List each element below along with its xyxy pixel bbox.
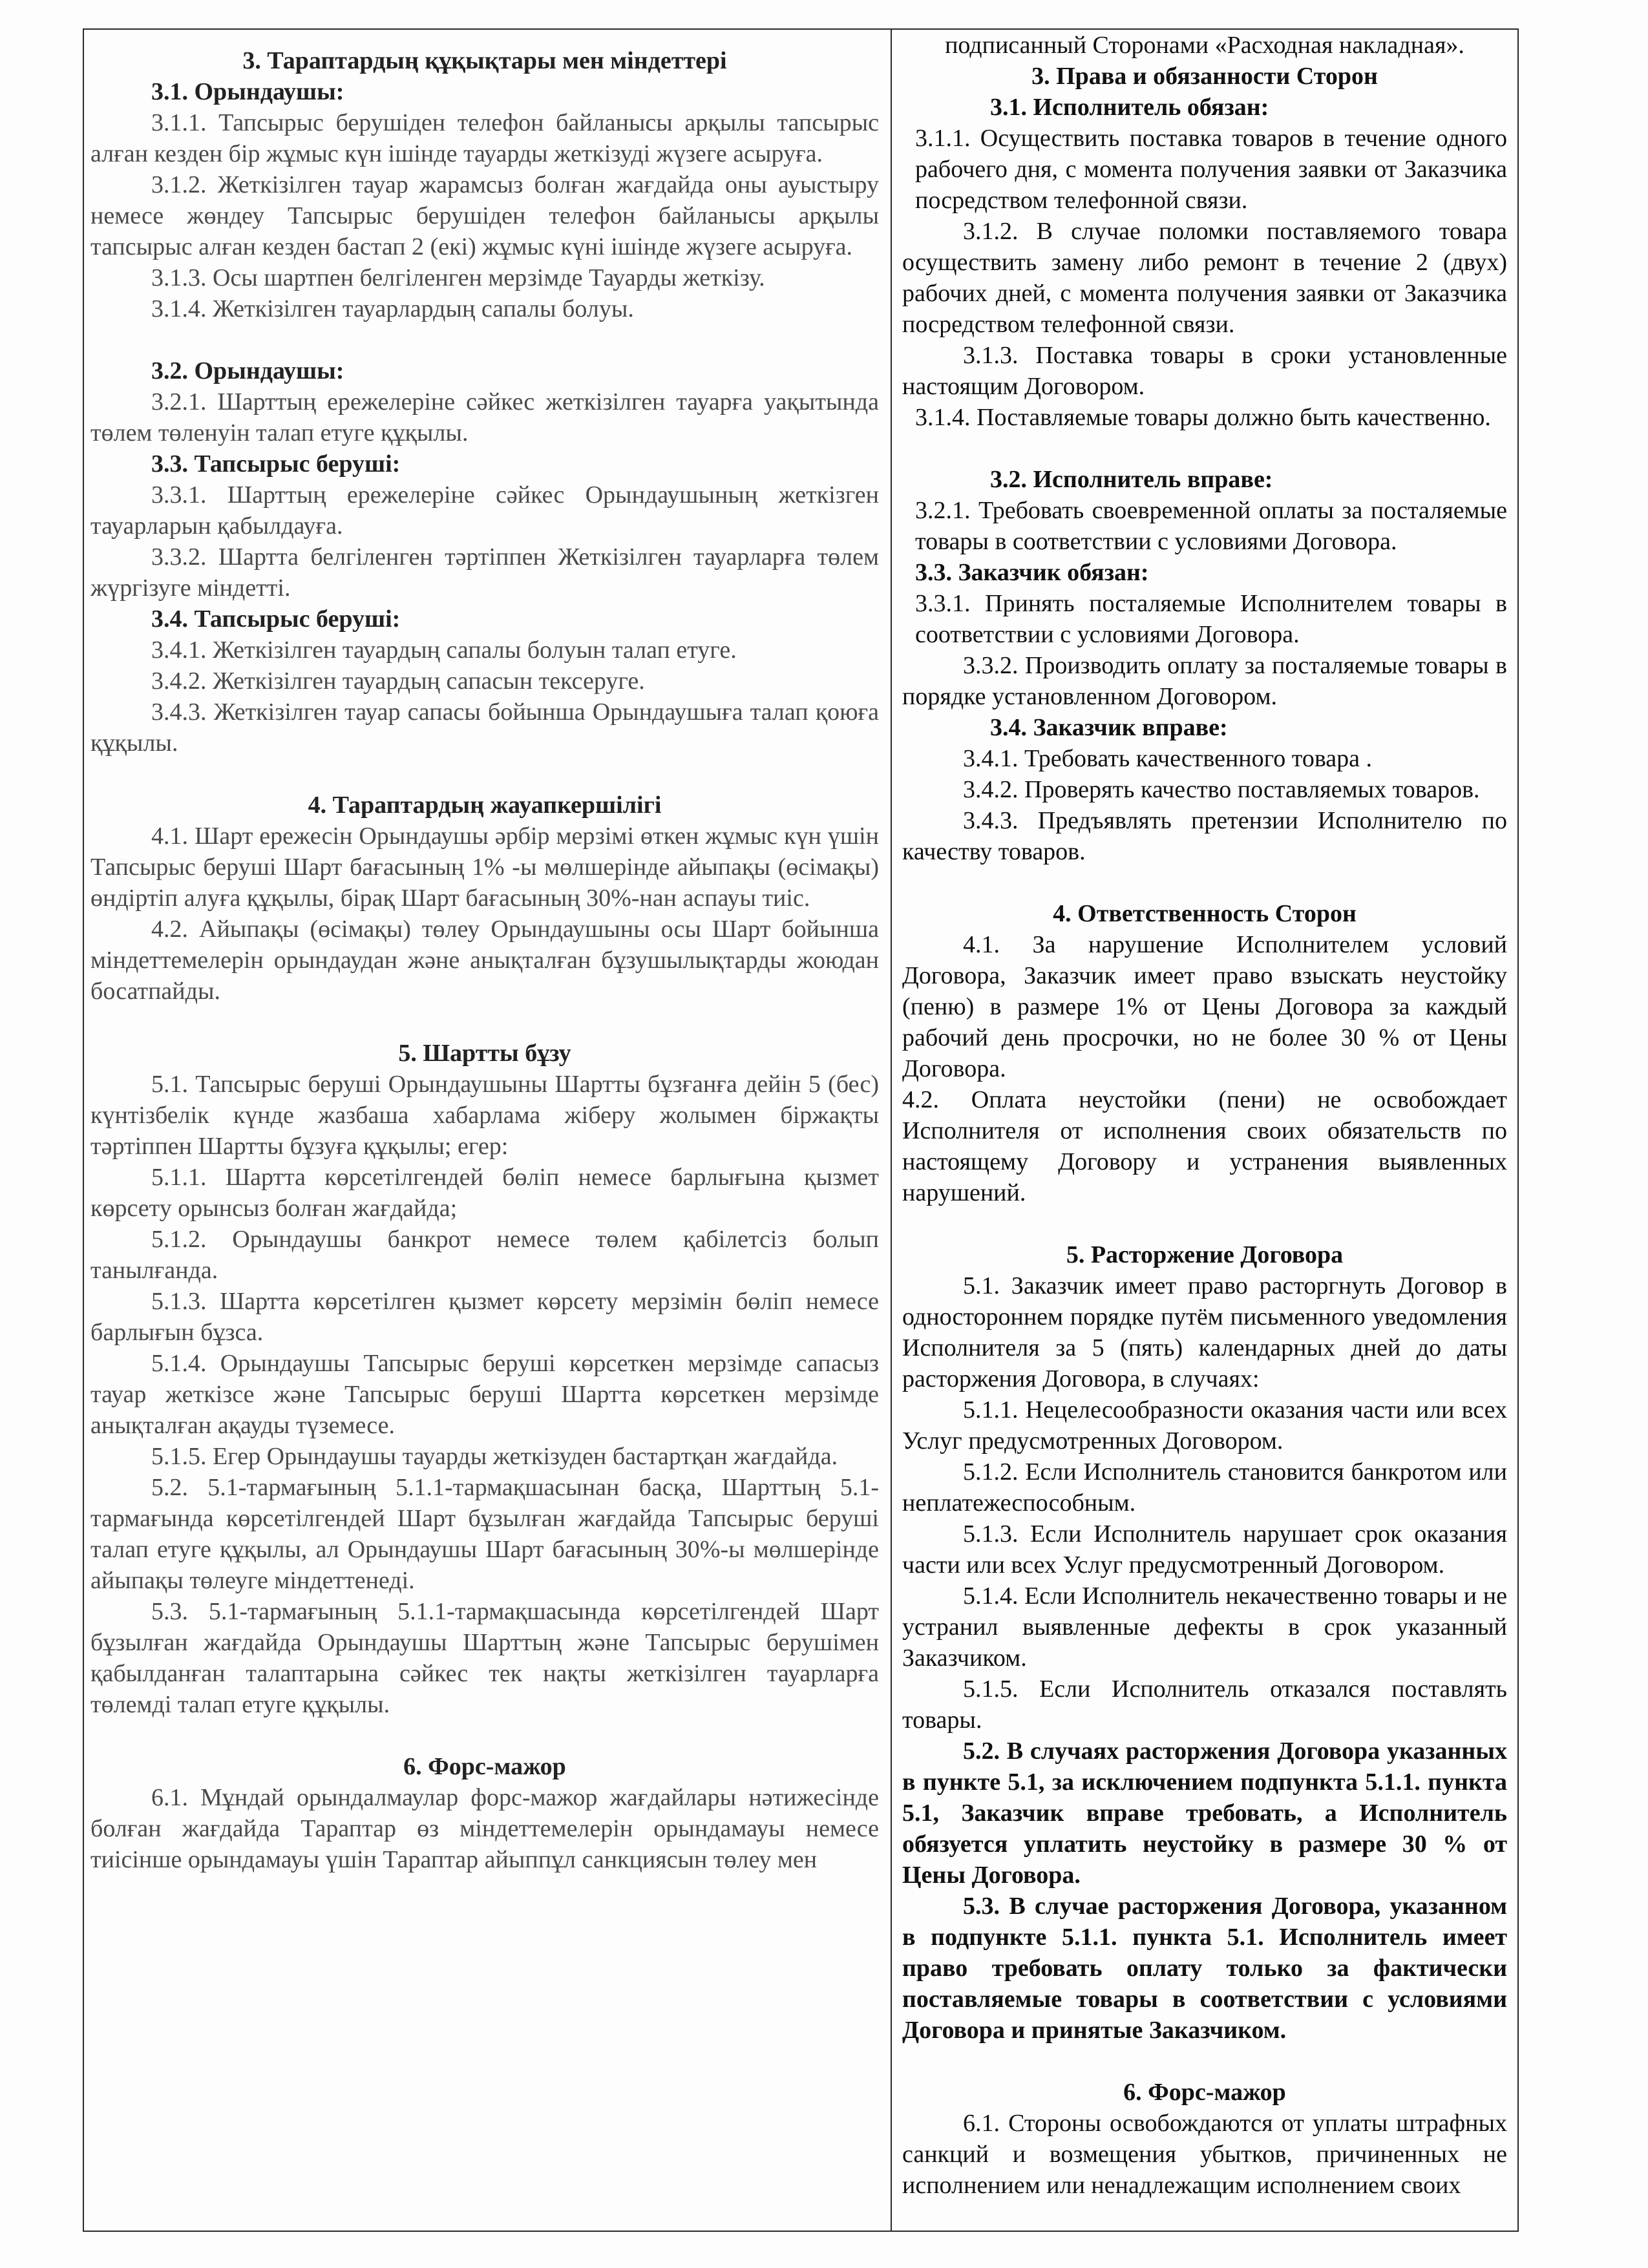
clause-paragraph: 3.4.2. Жеткізілген тауардың сапасын тексеруге. xyxy=(151,667,645,695)
clause-paragraph: 5.1.5. Егер Орындаушы тауарды жеткізуден бастартқан жағдайда. xyxy=(151,1443,838,1470)
paragraph-spacer xyxy=(902,433,1507,464)
clause-paragraph: 6.1. Стороны освобождаются от уплаты штрафных санкций и возмещения убытков, причиненных не исполнением или ненадлежащим исполнением своих xyxy=(902,2110,1507,2199)
bilingual-contract-table xyxy=(83,28,1519,2232)
clause-paragraph: 4.1. За нарушение Исполнителем условий Договора, Заказчик имеет право взыскать неустойку (пеню) в размере 1% от Цены Договора за каждый рабочий день просрочки, но не более 30 % от Цены Договора. xyxy=(902,931,1507,1082)
subsection-heading: 3.1. Исполнитель обязан: xyxy=(990,94,1269,121)
section-heading: 4. Ответственность Сторон xyxy=(1053,900,1357,927)
clause-paragraph: 3.1.1. Тапсырыс берушіден телефон байланысы арқылы тапсырыс алған кезден бір жұмыс күн ішінде тауарды жеткізуді жүзеге асыруға. xyxy=(90,109,879,167)
paragraph-spacer xyxy=(90,1720,879,1751)
clause-paragraph: 5.1. Заказчик имеет право расторгнуть Договор в одностороннем порядке путём письменного уведомления Исполнителя за 5 (пять) календарных дней до даты расторжения Договора, в случаях: xyxy=(902,1272,1507,1392)
clause-paragraph: 5.3. 5.1-тармағының 5.1.1-тармақшасында көрсетілгендей Шарт бұзылған жағдайда Орындаушы Шарттың және Тапсырыс берушімен қабылданған талаптарына сәйкес тек нақты жеткізілген тауарларға төлемді талап етуге құқылы. xyxy=(90,1598,879,1718)
paragraph-spacer xyxy=(90,324,879,355)
paragraph-spacer xyxy=(90,30,879,45)
clause-paragraph: 3.1.3. Осы шартпен белгіленген мерзімде Тауарды жеткізу. xyxy=(151,264,765,291)
clause-paragraph: 3.3.2. Производить оплату за посталяемые товары в порядке установленном Договором. xyxy=(902,652,1507,710)
paragraph-spacer xyxy=(902,2046,1507,2077)
clause-paragraph: 4.1. Шарт ережесін Орындаушы әрбір мерзімі өткен жұмыс күн үшін Тапсырыс беруші Шарт бағасының 1% -ы мөлшерінде айыпақы (өсімақы) өндіртіп алуға құқылы, бірақ Шарт бағасының 30%-нан аспауы тиіс. xyxy=(90,823,879,912)
clause-paragraph: 3.2.1. Шарттың ережелеріне сәйкес жеткізілген тауарға уақытында төлем төленуін талап етуге құқылы. xyxy=(90,388,879,446)
clause-paragraph: 5.1.4. Если Исполнитель некачественно товары и не устранил выявленные дефекты в срок указанный Заказчиком. xyxy=(902,1582,1507,1672)
clause-paragraph: 6.1. Мұндай орындалмаулар форс-мажор жағдайлары нәтижесінде болған жағдайда Тараптар өз міндеттемелерін орындамауы немесе тиісінше орындамауы үшін Тараптар айыппұл санкциясын төлеу мен xyxy=(90,1784,879,1873)
section-heading: 6. Форс-мажор xyxy=(403,1753,566,1780)
subsection-heading: 3.3. Тапсырыс беруші: xyxy=(151,450,401,478)
section-heading: 5. Расторжение Договора xyxy=(1066,1241,1344,1268)
clause-paragraph: 3.3.1. Принять посталяемые Исполнителем товары в соответствии с условиями Договора. xyxy=(915,590,1507,648)
clause-paragraph: 5.1.1. Шартта көрсетілгендей бөліп немесе барлығына қызмет көрсету орынсыз болған жағдайда; xyxy=(90,1164,879,1222)
subsection-heading: 3.4. Заказчик вправе: xyxy=(990,714,1228,741)
clause-paragraph: 3.4.1. Жеткізілген тауардың сапалы болуын талап етуге. xyxy=(151,636,737,664)
clause-paragraph: 3.4.2. Проверять качество поставляемых товаров. xyxy=(963,776,1480,803)
subsection-heading: 3.2. Орындаушы: xyxy=(151,357,344,384)
clause-paragraph: 3.1.3. Поставка товары в сроки установленные настоящим Договором. xyxy=(902,342,1507,400)
clause-paragraph: 5.2. В случаях расторжения Договора указанных в пункте 5.1, за исключением подпункта 5.1.1. пункта 5.1, Заказчик вправе требовать, а Исполнитель обязуется уплатить неустойку в размере 30 % от Цены Договора. xyxy=(902,1738,1507,1889)
kazakh-column xyxy=(90,30,879,1875)
clause-paragraph: 5.1.1. Нецелесообразности оказания части или всех Услуг предусмотренных Договором. xyxy=(902,1396,1507,1454)
section-heading: 4. Тараптардың жауапкершілігі xyxy=(308,792,662,819)
clause-paragraph: 5.3. В случае расторжения Договора, указанном в подпункте 5.1.1. пункта 5.1. Исполнитель имеет право требовать оплату только за фактически поставляемые товары в соответствии с условиями Договора и принятые Заказчиком. xyxy=(902,1893,1507,2044)
subsection-heading: 3.3. Заказчик обязан: xyxy=(915,559,1149,586)
section-heading: 3. Права и обязанности Сторон xyxy=(1031,63,1378,90)
clause-paragraph: 5.1.4. Орындаушы Тапсырыс беруші көрсеткен мерзімде сапасыз тауар жеткізсе және Тапсырыс беруші Шартта көрсеткен мерзімде анықталған ақауды түземесе. xyxy=(90,1350,879,1439)
section-heading: 5. Шартты бұзу xyxy=(398,1040,571,1067)
clause-paragraph: 5.1.3. Шартта көрсетілген қызмет көрсету мерзімін бөліп немесе барлығын бұзса. xyxy=(90,1288,879,1346)
paragraph-spacer xyxy=(902,1208,1507,1239)
paragraph-spacer xyxy=(90,1007,879,1038)
column-divider xyxy=(891,30,892,2231)
clause-paragraph: 5.1.3. Если Исполнитель нарушает срок оказания части или всех Услуг предусмотренный Договором. xyxy=(902,1520,1507,1579)
clause-paragraph: 5.1.5. Если Исполнитель отказался поставлять товары. xyxy=(902,1675,1507,1734)
clause-paragraph: 5.2. 5.1-тармағының 5.1.1-тармақшасынан басқа, Шарттың 5.1-тармағында көрсетілгендей Шарт бұзылған жағдайда Тапсырыс беруші талап етуге құқылы, ал Орындаушы Шарт бағасының 30%-ы мөлшерінде айыпақы төлеуге міндеттенеді. xyxy=(90,1474,879,1594)
clause-paragraph: 3.1.2. Жеткізілген тауар жарамсыз болған жағдайда оны ауыстыру немесе жөндеу Тапсырыс берушіден телефон байланысы арқылы тапсырыс алған кезден бастап 2 (екі) жұмыс күні ішінде жүзеге асыруға. xyxy=(90,171,879,260)
clause-paragraph: 4.2. Оплата неустойки (пени) не освобождает Исполнителя от исполнения своих обязательств по настоящему Договору и устранения выявленных нарушений. xyxy=(902,1086,1507,1206)
section-heading: 6. Форс-мажор xyxy=(1123,2079,1286,2106)
clause-paragraph: 3.1.1. Осуществить поставка товаров в течение одного рабочего дня, с момента получения заявки от Заказчика посредством телефонной связи. xyxy=(915,125,1507,214)
subsection-heading: 3.2. Исполнитель вправе: xyxy=(990,466,1273,493)
clause-paragraph: 4.2. Айыпақы (өсімақы) төлеу Орындаушыны осы Шарт бойынша міндеттемелерін орындаудан және анықталған бұзушылықтарды жоюдан босатпайды. xyxy=(90,916,879,1005)
clause-paragraph: 3.4.3. Предъявлять претензии Исполнителю по качеству товаров. xyxy=(902,807,1507,865)
clause-paragraph: 3.1.4. Жеткізілген тауарлардың сапалы болуы. xyxy=(151,295,634,322)
section-heading: 3. Тараптардың құқықтары мен міндеттері xyxy=(242,47,727,74)
clause-paragraph: 3.2.1. Требовать своевременной оплаты за посталяемые товары в соответствии с условиями Договора. xyxy=(915,497,1507,555)
russian-column xyxy=(902,30,1507,2201)
subsection-heading: 3.4. Тапсырыс беруші: xyxy=(151,605,401,633)
clause-paragraph: 3.4.3. Жеткізілген тауар сапасы бойынша Орындаушыға талап қоюға құқылы. xyxy=(90,698,879,757)
clause-paragraph: 5.1.2. Если Исполнитель становится банкротом или неплатежеспособным. xyxy=(902,1458,1507,1517)
clause-paragraph: 5.1.2. Орындаушы банкрот немесе төлем қабілетсіз болып танылғанда. xyxy=(90,1226,879,1284)
clause-paragraph: 3.1.4. Поставляемые товары должно быть качественно. xyxy=(915,404,1491,431)
clause-paragraph: 3.3.2. Шартта белгіленген тәртіппен Жеткізілген тауарларға төлем жүргізуге міндетті. xyxy=(90,543,879,602)
clause-paragraph: 3.4.1. Требовать качественного товара . xyxy=(963,745,1373,772)
clause-paragraph: 3.3.1. Шарттың ережелеріне сәйкес Орындаушының жеткізген тауарларын қабылдауға. xyxy=(90,481,879,540)
paragraph-spacer xyxy=(902,867,1507,898)
subsection-heading: 3.1. Орындаушы: xyxy=(151,78,344,105)
continued-line: подписанный Сторонами «Расходная накладная». xyxy=(945,32,1464,59)
clause-paragraph: 3.1.2. В случае поломки поставляемого товара осуществить замену либо ремонт в течение 2 (двух) рабочих дней, с момента получения заявки от Заказчика посредством телефонной связи. xyxy=(902,218,1507,338)
clause-paragraph: 5.1. Тапсырыс беруші Орындаушыны Шартты бұзғанға дейін 5 (бес) күнтізбелік күнде жазбаша хабарлама жіберу жолымен біржақты тәртіппен Шартты бұзуға құқылы; егер: xyxy=(90,1071,879,1160)
paragraph-spacer xyxy=(90,759,879,790)
